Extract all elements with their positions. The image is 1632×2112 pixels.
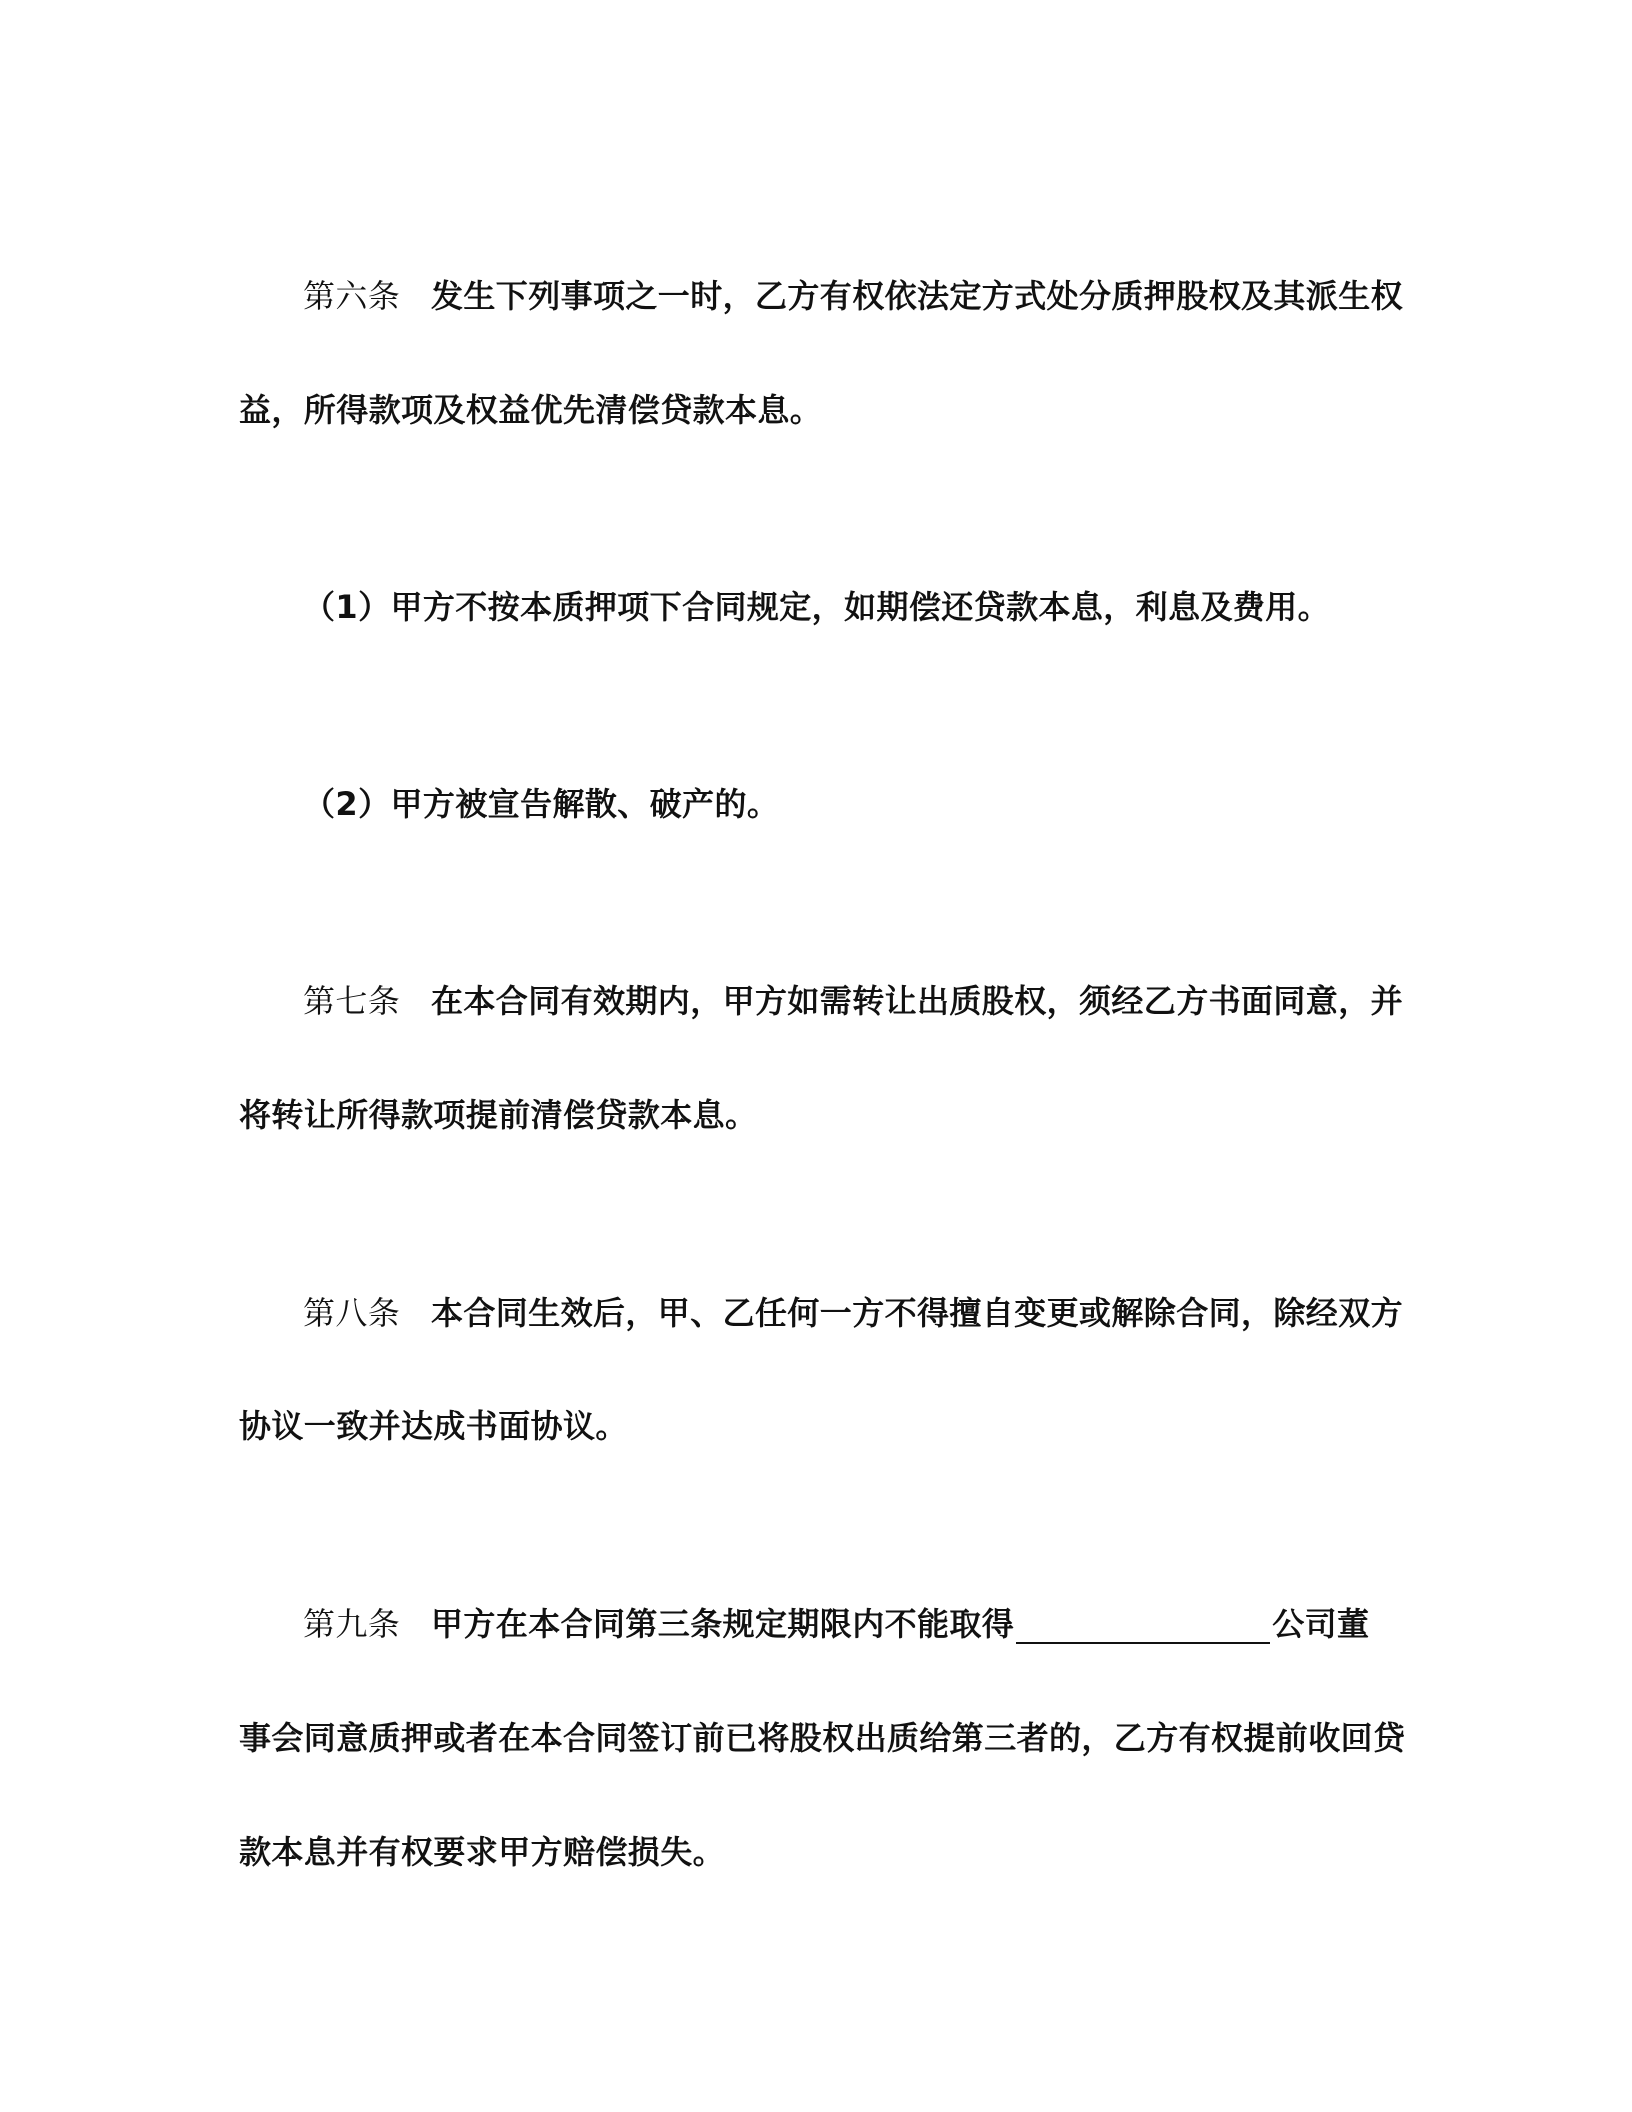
article-9-text-3: 款本息并有权要求甲方赔偿损失。: [239, 1833, 726, 1871]
article-7-line-2: [239, 1095, 757, 1135]
article-6-line-1: [303, 276, 1403, 316]
article-6-number: 第六条: [303, 277, 401, 315]
article-8-text-1: 本合同生效后，甲、乙任何一方不得擅自变更或解除合同，除经双方: [431, 1294, 1404, 1332]
item-2: [303, 784, 779, 824]
article-8-text-2: 协议一致并达成书面协议。: [239, 1407, 628, 1445]
article-9-line-2: [239, 1718, 1405, 1758]
article-9-line-1: [303, 1604, 1369, 1644]
article-9-text-2: 事会同意质押或者在本合同签订前已将股权出质给第三者的，乙方有权提前收回贷: [239, 1719, 1406, 1757]
item-1: [303, 587, 1330, 627]
article-7-text-2: 将转让所得款项提前清偿贷款本息。: [239, 1096, 758, 1134]
article-7-text-1: 在本合同有效期内，甲方如需转让出质股权，须经乙方书面同意，并: [431, 982, 1404, 1020]
article-7-number: 第七条: [303, 982, 401, 1020]
article-6-text-1: 发生下列事项之一时，乙方有权依法定方式处分质押股权及其派生权: [431, 277, 1404, 315]
item-2-text: （2）甲方被宣告解散、破产的。: [303, 785, 780, 823]
article-8-line-2: [239, 1406, 628, 1446]
article-9-text-1b: 公司董: [1272, 1605, 1370, 1643]
item-1-text: （1）甲方不按本质押项下合同规定，如期偿还贷款本息，利息及费用。: [303, 588, 1331, 626]
article-9-number: 第九条: [303, 1605, 401, 1643]
article-9-text-1a: 甲方在本合同第三条规定期限内不能取得: [431, 1605, 1015, 1643]
article-8-line-1: [303, 1293, 1403, 1333]
article-8-number: 第八条: [303, 1294, 401, 1332]
article-7-line-1: [303, 981, 1403, 1021]
article-6-text-2: 益，所得款项及权益优先清偿贷款本息。: [239, 391, 823, 429]
company-name-blank: [1016, 1610, 1270, 1644]
article-9-line-3: [239, 1832, 725, 1872]
article-6-line-2: [239, 390, 822, 430]
